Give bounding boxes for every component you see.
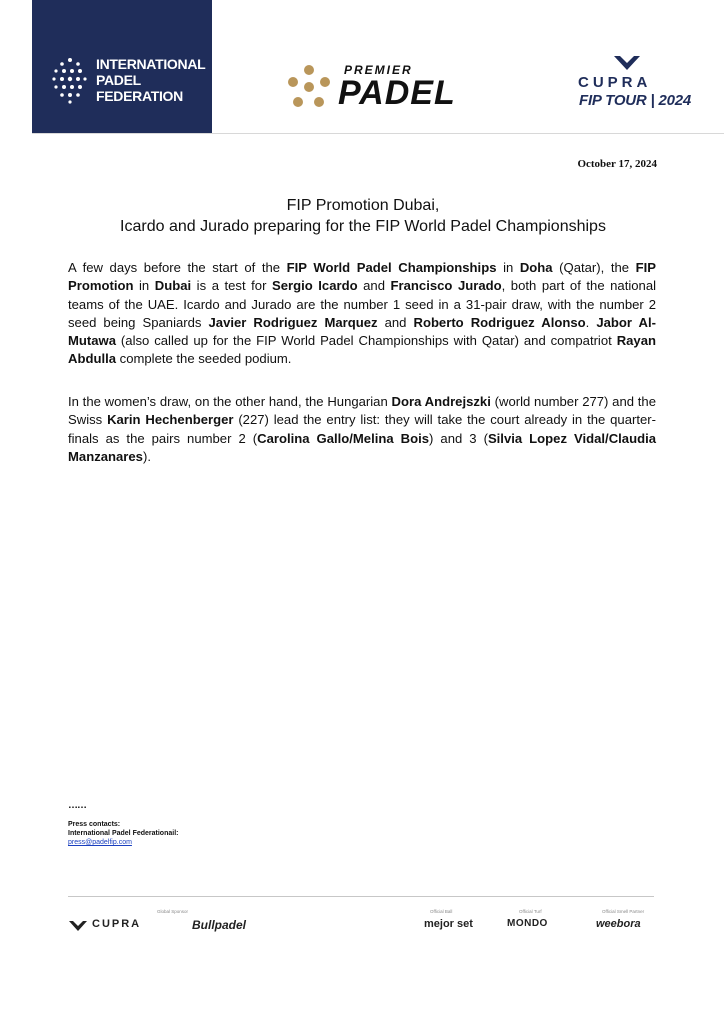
press-org: International Padel Federationail:: [68, 830, 179, 837]
premier-padel-flower-icon: [286, 64, 332, 110]
footer-logo-mejorset: mejor set: [424, 918, 473, 930]
text-run: complete the seeded podium.: [116, 351, 292, 367]
text-run: and: [377, 314, 414, 330]
caption-official-smell-partner: Official Smell Partner: [602, 909, 645, 914]
text-run: in: [496, 260, 520, 275]
caption-official-turf: Official Turf: [519, 909, 542, 914]
text-run: is a test for: [191, 278, 272, 294]
press-email-link[interactable]: press@padelfip.com: [68, 839, 132, 846]
caption-official-ball: Official Ball: [430, 909, 453, 914]
separator: ……: [68, 800, 86, 811]
press-title: [68, 195, 658, 237]
ipf-logo-text: [96, 56, 205, 104]
title-line-2: Icardo and Jurado preparing for the FIP World Padel Championships: [120, 218, 606, 235]
ipf-line-1: INTERNATIONAL: [96, 56, 206, 72]
premier-padel-top: PREMIER: [344, 63, 413, 77]
text-run: A few days before the start of the: [68, 260, 287, 275]
text-run: (Qatar), the: [552, 260, 636, 275]
press-contacts: [68, 820, 178, 847]
text-run: , both part of the national teams of the UAE. Icardo and Jurado are the number 1 seed in a 31-pair draw, with the number 2 seed being Spaniards: [68, 278, 657, 330]
ipf-logo-block: [32, 0, 212, 133]
bold-run: Dubai: [154, 278, 192, 294]
fip-tour-label: FIP TOUR | 2024: [579, 92, 692, 109]
text-run: (227) lead the entry list: they will take the court already in the quarter-finals as the pairs number 2 (: [68, 412, 656, 446]
text-run: ).: [142, 448, 151, 464]
bold-run: Silvia Lopez Vidal/Claudia Manzanares: [68, 430, 656, 464]
bold-run: Karin Hechenberger: [107, 412, 234, 428]
bold-run: Francisco Jurado: [390, 278, 502, 294]
ipf-line-3: FEDERATION: [96, 88, 183, 104]
press-label: Press contacts:: [68, 821, 121, 828]
text-run: in: [133, 278, 155, 294]
footer-divider: [68, 896, 654, 897]
footer-logo-weebora: weebora: [596, 918, 641, 930]
text-run: and: [357, 278, 391, 294]
ipf-line-2: PADEL: [96, 72, 141, 88]
cupra-wordmark: CUPRA: [578, 74, 652, 91]
caption-global-sponsor: Global Sponsor: [157, 909, 189, 914]
text-run: ) and 3 (: [429, 430, 488, 446]
bold-run: FIP Promotion: [68, 260, 656, 294]
footer-logo-cupra: CUPRA: [92, 918, 142, 930]
text-run: (also called up for the FIP World Padel Championships with Qatar) and compatriot: [116, 333, 617, 349]
footer-logo-bullpadel: Bullpadel: [192, 918, 247, 932]
bold-run: Doha: [519, 260, 553, 275]
footer-logo-mondo: MONDO: [507, 918, 548, 929]
bold-run: Jabor Al-Mutawa: [68, 314, 656, 349]
cupra-logo-icon: [612, 54, 642, 72]
text-run: .: [585, 314, 597, 330]
cupra-footer-icon: [68, 920, 88, 932]
paragraph-1: [68, 259, 656, 369]
text-run: In the women’s draw, on the other hand, the Hungarian: [68, 394, 392, 409]
ipf-dots-icon: [50, 56, 90, 106]
bold-run: Roberto Rodriguez Alonso: [413, 314, 586, 330]
title-line-1: FIP Promotion Dubai,: [286, 197, 440, 214]
bold-run: Sergio Icardo: [272, 278, 358, 294]
bold-run: Dora Andrejszki: [391, 394, 491, 409]
premier-padel-main: PADEL: [338, 74, 456, 112]
bold-run: FIP World Padel Championships: [286, 260, 497, 275]
release-date: October 17, 2024: [577, 158, 657, 170]
header-divider: [32, 133, 724, 134]
bold-run: Javier Rodriguez Marquez: [208, 314, 378, 330]
bold-run: Rayan Abdulla: [68, 333, 656, 367]
text-run: (world number 277) and the Swiss: [68, 394, 656, 428]
bold-run: Carolina Gallo/Melina Bois: [257, 430, 430, 446]
paragraph-2: [68, 393, 656, 466]
